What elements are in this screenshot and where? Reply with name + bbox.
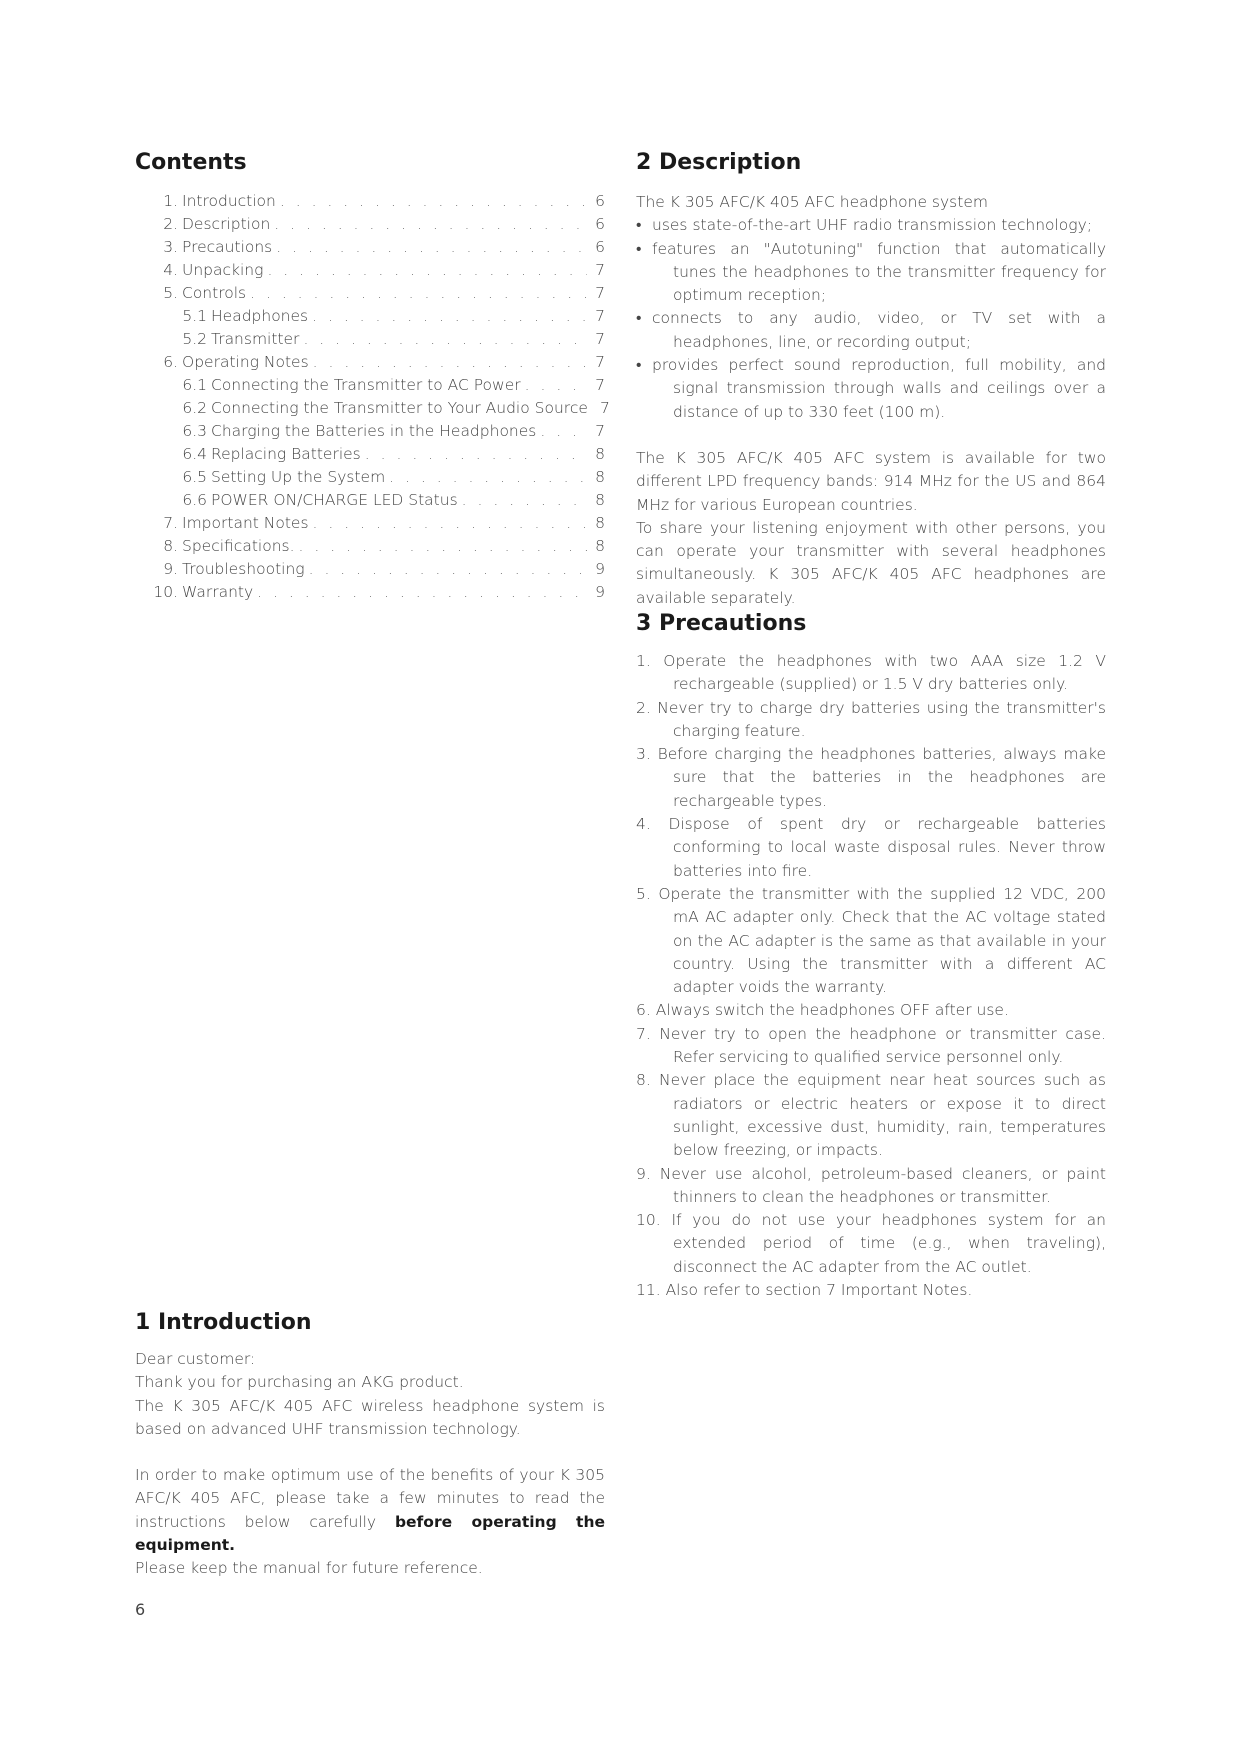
intro-instructions-text: In order to make optimum use of the benefits of your K 305 AFC/K 405 AFC, please take a few minutes to read the instructions below carefully xyxy=(135,1466,605,1531)
precaution-item: 2. Never try to charge dry batteries using the transmitter's charging feature. xyxy=(636,698,1106,740)
toc-entry-number: 5.2 xyxy=(182,330,207,348)
toc-leader-dots xyxy=(462,491,587,509)
toc-entry-page: 7 xyxy=(595,353,605,371)
toc-entry-page: 7 xyxy=(595,330,605,348)
toc-entry xyxy=(145,537,605,560)
toc-entry-title: Replacing Batteries xyxy=(211,445,361,463)
toc-entry-page: 8 xyxy=(595,468,605,486)
toc-entry xyxy=(145,353,605,376)
toc-entry-number: 7. xyxy=(163,514,178,532)
description-bullet-item xyxy=(636,354,1106,424)
toc-entry-number: 5. xyxy=(163,284,178,302)
toc-entry xyxy=(145,468,605,491)
description-bullet-item xyxy=(636,214,1106,237)
toc-entry-page: 8 xyxy=(595,514,605,532)
toc-entry-title: Operating Notes xyxy=(182,353,309,371)
page-number: 6 xyxy=(135,1600,146,1619)
toc-leader-dots xyxy=(312,307,587,325)
precautions-heading: 3 Precautions xyxy=(636,611,807,636)
toc-entry-title: Important Notes xyxy=(182,514,309,532)
toc-entry-page: 8 xyxy=(595,537,605,555)
precaution-item: 7. Never try to open the headphone or transmitter case. Refer servicing to qualified service personnel only. xyxy=(636,1024,1106,1067)
toc-entry-number: 1. xyxy=(163,192,178,210)
toc-entry-page: 8 xyxy=(595,445,605,463)
intro-keep-manual: Please keep the manual for future reference. xyxy=(135,1559,483,1578)
bullet-icon: • xyxy=(636,356,642,375)
toc-entry-title: Connecting the Transmitter to AC Power xyxy=(211,376,521,394)
toc-entry xyxy=(145,376,605,399)
toc-entry xyxy=(145,583,605,606)
toc-entry-number: 8. xyxy=(163,537,178,555)
precaution-item: 1. Operate the headphones with two AAA size 1.2 V rechargeable (supplied) or 1.5 V dry batteries only. xyxy=(636,652,1106,694)
toc-leader-dots xyxy=(299,537,587,555)
description-frequency: The K 305 AFC/K 405 AFC system is available for two different LPD frequency bands: 914 MHz for the US and 864 MHz for various European countries. xyxy=(636,448,1106,514)
toc-entry-title: Specifications. xyxy=(182,537,295,555)
description-share: To share your listening enjoyment with other persons, you can operate your transmitter with several headphones simultaneously. K 305 AFC/K 405 AFC headphones are available separately. xyxy=(636,518,1106,607)
toc-entry-number: 9. xyxy=(163,560,178,578)
toc-entry-title: Setting Up the System xyxy=(211,468,386,486)
toc-entry xyxy=(145,261,605,284)
toc-entry xyxy=(145,445,605,468)
toc-entry xyxy=(145,238,605,261)
introduction-body xyxy=(135,1348,605,1581)
toc-leader-dots xyxy=(365,445,587,463)
toc-entry-number: 10. xyxy=(153,583,178,601)
precaution-item: 9. Never use alcohol, petroleum-based cleaners, or paint thinners to clean the headphones or transmitter. xyxy=(636,1164,1106,1206)
toc-entry-page: 7 xyxy=(595,376,605,394)
precautions-list xyxy=(636,650,1106,1302)
toc-entry-number: 6. xyxy=(163,353,178,371)
description-lead: The K 305 AFC/K 405 AFC headphone system xyxy=(636,193,988,211)
toc-entry-number: 6.4 xyxy=(182,445,207,463)
toc-entry-title: Unpacking xyxy=(182,261,264,279)
toc-entry xyxy=(145,215,605,238)
toc-entry xyxy=(145,399,610,422)
toc-entry-number: 6.2 xyxy=(182,399,207,417)
intro-thanks: Thank you for purchasing an AKG product. xyxy=(135,1373,464,1392)
description-bullet-item xyxy=(636,307,1106,354)
description-bullet-text: provides perfect sound reproduction, full mobility, and signal transmission through walls and ceilings over a distance of up to 330 feet (100 m). xyxy=(652,356,1106,421)
toc-leader-dots xyxy=(250,284,587,302)
toc-leader-dots xyxy=(257,583,587,601)
toc-entry-number: 6.5 xyxy=(182,468,207,486)
toc-entry-title: Warranty xyxy=(182,583,254,601)
toc-entry-number: 6.3 xyxy=(182,422,207,440)
toc-entry-page: 8 xyxy=(595,491,605,509)
toc-entry-page: 6 xyxy=(595,215,605,233)
toc-leader-dots xyxy=(525,376,587,394)
precaution-item: 4. Dispose of spent dry or rechargeable batteries conforming to local waste disposal rules. Never throw batteries into fire. xyxy=(636,815,1106,880)
contents-heading: Contents xyxy=(135,150,247,175)
toc-entry-page: 6 xyxy=(595,192,605,210)
precaution-item: 11. Also refer to section 7 Important Notes. xyxy=(636,1281,973,1300)
toc-entry-page: 7 xyxy=(595,307,605,325)
toc-entry xyxy=(145,560,605,583)
toc-entry-number: 2. xyxy=(163,215,178,233)
toc-leader-dots xyxy=(313,353,587,371)
description-bullet-list xyxy=(636,214,1106,424)
description-body xyxy=(636,191,1106,610)
toc-entry-number: 5.1 xyxy=(182,307,207,325)
toc-entry-title: Precautions xyxy=(182,238,273,256)
toc-leader-dots xyxy=(280,192,587,210)
toc-leader-dots xyxy=(389,468,587,486)
precaution-item: 8. Never place the equipment near heat sources such as radiators or electric heaters or expose it to direct sunlight, excessive dust, humidity, rain, temperatures below freezing, or impacts. xyxy=(636,1071,1106,1160)
description-heading: 2 Description xyxy=(636,150,802,175)
toc-entry xyxy=(145,422,605,445)
toc-entry-page: 9 xyxy=(595,560,605,578)
toc-leader-dots xyxy=(540,422,587,440)
toc-entry-page: 7 xyxy=(595,261,605,279)
toc-leader-dots xyxy=(267,261,587,279)
toc-entry-page: 7 xyxy=(595,422,605,440)
toc-entry-title: Charging the Batteries in the Headphones xyxy=(211,422,537,440)
description-bullet-text: connects to any audio, video, or TV set with a headphones, line, or recording output; xyxy=(652,309,1106,351)
toc-leader-dots xyxy=(303,330,587,348)
toc-entry xyxy=(145,491,605,514)
intro-system: The K 305 AFC/K 405 AFC wireless headphone system is based on advanced UHF transmission technology. xyxy=(135,1396,605,1438)
toc-entry-page: 9 xyxy=(595,583,605,601)
description-bullet-text: features an "Autotuning" function that automatically tunes the headphones to the transmitter frequency for optimum reception; xyxy=(652,239,1106,305)
intro-instructions xyxy=(135,1464,605,1557)
toc-entry-title: Headphones xyxy=(211,307,309,325)
toc-entry-title: Controls xyxy=(182,284,247,302)
table-of-contents xyxy=(145,192,610,606)
bullet-icon: • xyxy=(636,309,642,328)
intro-greeting: Dear customer: xyxy=(135,1350,256,1368)
toc-entry-page: 7 xyxy=(600,399,610,417)
toc-entry-title: Description xyxy=(182,215,271,233)
precaution-item: 3. Before charging the headphones batteries, always make sure that the batteries in the headphones are rechargeable types. xyxy=(636,745,1106,810)
toc-entry xyxy=(145,307,605,330)
toc-entry-page: 7 xyxy=(595,284,605,302)
toc-leader-dots xyxy=(276,238,587,256)
description-bullet-text: uses state-of-the-art UHF radio transmission technology; xyxy=(652,216,1092,235)
toc-entry-number: 3. xyxy=(163,238,178,256)
bullet-icon: • xyxy=(636,239,642,258)
toc-leader-dots xyxy=(313,514,587,532)
precautions-body xyxy=(636,650,1106,1302)
toc-entry xyxy=(145,192,605,215)
toc-entry xyxy=(145,284,605,307)
toc-entry-number: 6.6 xyxy=(182,491,207,509)
toc-entry xyxy=(145,330,605,353)
toc-entry-title: Introduction xyxy=(182,192,276,210)
description-bullet-item xyxy=(636,238,1106,308)
bullet-icon: • xyxy=(636,216,642,235)
toc-entry-number: 6.1 xyxy=(182,376,207,394)
toc-entry-title: Troubleshooting xyxy=(182,560,305,578)
toc-leader-dots xyxy=(309,560,587,578)
toc-entry xyxy=(145,514,605,537)
intro-instructions-bold: before operating the equipment. xyxy=(135,1512,606,1555)
toc-leader-dots xyxy=(274,215,587,233)
precaution-item: 6. Always switch the headphones OFF after use. xyxy=(636,1001,1009,1020)
toc-entry-title: POWER ON/CHARGE LED Status xyxy=(211,491,458,509)
toc-entry-title: Transmitter xyxy=(211,330,300,348)
precaution-item: 5. Operate the transmitter with the supplied 12 VDC, 200 mA AC adapter only. Check that the AC voltage stated on the AC adapter is the same as that available in your country. Using the transmitter with a different AC adapter voids the warranty. xyxy=(636,884,1106,997)
toc-entry-number: 4. xyxy=(163,261,178,279)
precaution-item: 10. If you do not use your headphones system for an extended period of time (e.g., when traveling), disconnect the AC adapter from the AC outlet. xyxy=(636,1211,1106,1276)
introduction-heading: 1 Introduction xyxy=(135,1310,312,1335)
toc-entry-title: Connecting the Transmitter to Your Audio Source xyxy=(211,399,588,417)
toc-entry-page: 6 xyxy=(595,238,605,256)
